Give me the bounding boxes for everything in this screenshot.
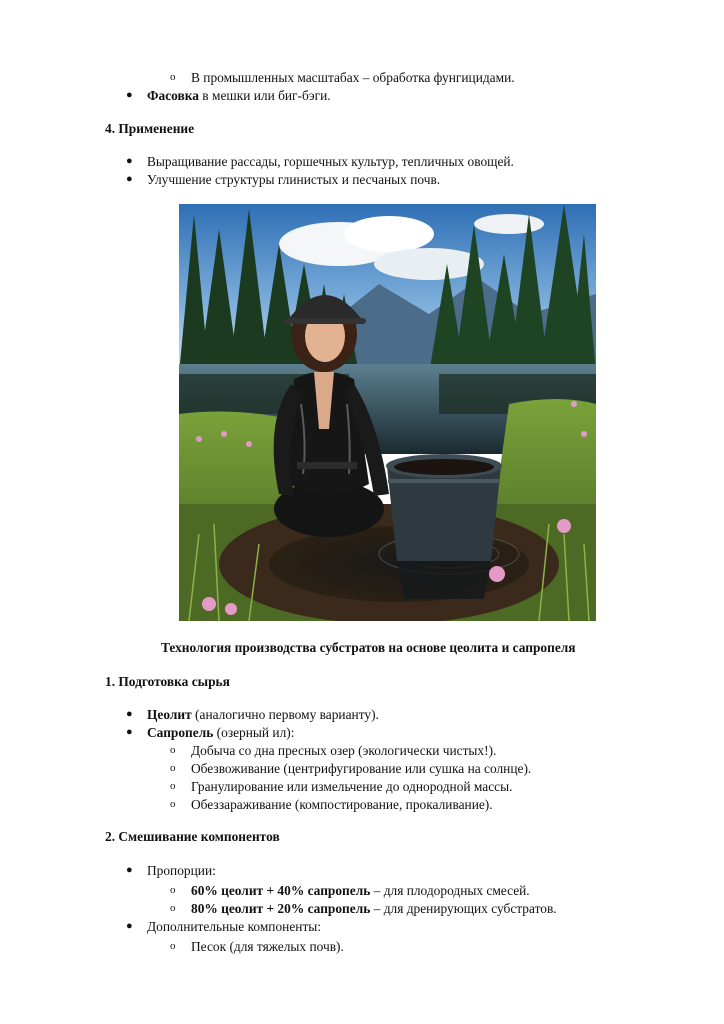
list-item-sapropel-step-4: Обеззараживание (компостирование, прокаливание). [191, 797, 493, 812]
sub-bullet-circle: o [170, 744, 176, 756]
technology-title: Технология производства субстратов на основе цеолита и сапропеля [161, 640, 576, 655]
list-item-packing [147, 87, 331, 104]
zeolite-bold: Цеолит [147, 707, 192, 722]
mix1-bold: 60% цеолит + 40% сапропель [191, 883, 371, 898]
list-item-sapropel [147, 724, 294, 741]
illustration-photo [179, 204, 596, 621]
bullet-dot: ● [126, 155, 133, 167]
packing-rest: в мешки или биг-бэги. [198, 88, 331, 103]
heading-mixing: 2. Смешивание компонентов [105, 829, 280, 844]
bullet-dot: ● [126, 920, 133, 932]
list-item-application-1: Выращивание рассады, горшечных культур, тепличных овощей. [147, 154, 514, 169]
heading-application: 4. Применение [105, 121, 195, 136]
sub-bullet-circle: o [170, 762, 176, 774]
mix2-rest: – для дренирующих субстратов. [370, 901, 557, 916]
zeolite-rest: (аналогично первому варианту). [191, 707, 379, 722]
list-item-additional: Дополнительные компоненты: [147, 919, 322, 934]
sub-bullet-circle: o [170, 902, 176, 914]
sub-bullet-circle: o [170, 798, 176, 810]
list-item-sand: Песок (для тяжелых почв). [191, 939, 344, 954]
list-item-proportions: Пропорции: [147, 863, 216, 878]
list-item-sapropel-step-3: Гранулирование или измельчение до однородной массы. [191, 779, 513, 794]
photo-scene [179, 204, 596, 621]
list-item-mix-1 [191, 882, 530, 899]
sub-bullet-circle: o [170, 780, 176, 792]
bullet-dot: ● [126, 708, 133, 720]
bullet-dot: ● [126, 89, 133, 101]
list-item-zeolite [147, 706, 379, 723]
packing-bold: Фасовка [147, 88, 199, 103]
list-item-sapropel-step-1: Добыча со дна пресных озер (экологически чистых!). [191, 743, 497, 758]
list-item-sapropel-step-2: Обезвоживание (центрифугирование или сушка на солнце). [191, 761, 532, 776]
sapropel-rest: (озерный ил): [213, 725, 295, 740]
bullet-dot: ● [126, 864, 133, 876]
bullet-dot: ● [126, 726, 133, 738]
mix1-rest: – для плодородных смесей. [370, 883, 530, 898]
sub-bullet-circle: o [170, 71, 176, 83]
sub-bullet-circle: o [170, 940, 176, 952]
mix2-bold: 80% цеолит + 20% сапропель [191, 901, 371, 916]
list-item-industrial-treatment: В промышленных масштабах – обработка фунгицидами. [191, 70, 515, 85]
sub-bullet-circle: o [170, 884, 176, 896]
sapropel-bold: Сапропель [147, 725, 214, 740]
list-item-application-2: Улучшение структуры глинистых и песчаных почв. [147, 172, 441, 187]
bullet-dot: ● [126, 173, 133, 185]
list-item-mix-2 [191, 900, 557, 917]
heading-raw-materials: 1. Подготовка сырья [105, 674, 230, 689]
